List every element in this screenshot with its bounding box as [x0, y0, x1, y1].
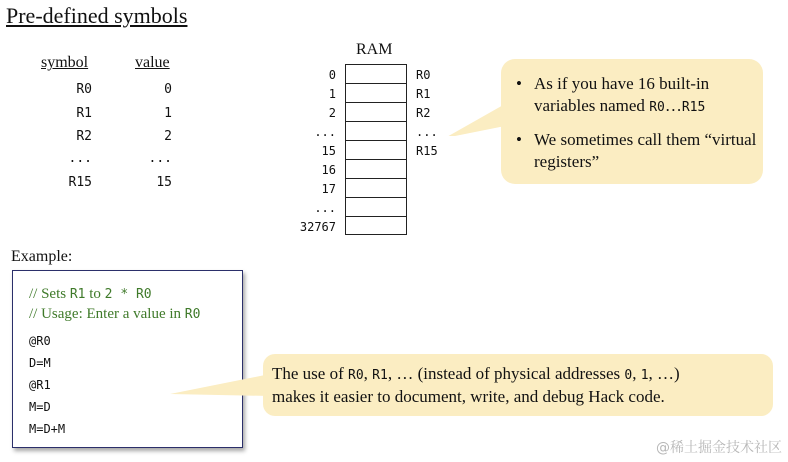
callout-text: ,: [632, 364, 641, 383]
bullet-text-main: As if you have 16 built-in variables named: [534, 74, 710, 115]
ram-register-name: ...: [416, 125, 438, 139]
value-cell: ...: [148, 151, 172, 166]
bullet-text: [534, 73, 764, 119]
inline-code: R0: [649, 100, 665, 115]
symbol-cell: ...: [68, 151, 92, 166]
ram-register-name: R2: [416, 106, 431, 120]
value-cell: 0: [164, 82, 172, 97]
ram-cell: [345, 83, 407, 102]
ram-label: RAM: [356, 41, 393, 58]
callout-text-line: makes it easier to document, write, and debug Hack code.: [272, 387, 665, 406]
value-cell: 15: [156, 175, 172, 190]
ram-cell: [345, 197, 407, 216]
bullet-marker: •: [516, 130, 522, 149]
ram-register-name: R0: [416, 68, 431, 82]
ram-address: 0: [328, 68, 336, 82]
code-line: M=D: [29, 400, 51, 414]
ram-memory-grid: [345, 64, 407, 235]
ram-address: ...: [314, 125, 336, 139]
bullet-marker: •: [516, 74, 522, 93]
code-comment: [29, 306, 200, 323]
value-cell: 2: [164, 129, 172, 144]
code-comment: [29, 286, 152, 303]
code-line: D=M: [29, 356, 51, 370]
ram-cell: [345, 121, 407, 140]
ram-cell: [345, 178, 407, 197]
comment-text: // Usage: Enter a value in: [29, 306, 185, 322]
ram-address: ...: [314, 201, 336, 215]
symbol-cell: R15: [68, 175, 92, 190]
ram-address: 16: [321, 163, 336, 177]
inline-code: R1: [69, 287, 86, 302]
comment-text: to: [85, 286, 105, 302]
ram-cell: [345, 159, 407, 178]
code-line: M=D+M: [29, 422, 66, 436]
ram-address: 2: [328, 106, 336, 120]
symbol-cell: R1: [76, 106, 92, 121]
code-line: @R1: [29, 378, 51, 392]
symbol-cell: R2: [76, 129, 92, 144]
ram-address: 15: [321, 144, 336, 158]
symbol-header: symbol: [41, 54, 89, 71]
value-cell: 1: [164, 106, 172, 121]
callout-text-line: [272, 364, 680, 384]
watermark: @稀土掘金技术社区: [656, 440, 782, 456]
ram-cell: [345, 216, 407, 235]
example-label: Example:: [11, 248, 73, 265]
bullet-text: We sometimes call them “virtual registers”: [534, 130, 757, 171]
ellipsis: …: [664, 96, 682, 115]
callout-text: , …): [648, 364, 680, 383]
inline-code: 0: [624, 368, 633, 383]
callout-tail: [445, 96, 505, 136]
ram-address: 32767: [299, 220, 336, 234]
ram-address: 1: [328, 87, 336, 101]
value-header: value: [135, 54, 170, 71]
ram-cell: [345, 140, 407, 159]
inline-code: R0: [348, 368, 364, 383]
inline-code: 1: [640, 368, 649, 383]
callout-text: The use of: [272, 364, 349, 383]
callout-tail: [170, 370, 270, 400]
inline-code: R0: [184, 307, 201, 322]
callout-text: ,: [363, 364, 373, 383]
ram-cell: [345, 102, 407, 121]
code-line: @R0: [29, 334, 51, 348]
inline-code: R1: [372, 368, 388, 383]
page-title: Pre-defined symbols: [6, 3, 188, 28]
inline-code: R15: [681, 100, 706, 115]
callout-text: , … (instead of physical addresses: [387, 364, 625, 383]
ram-register-name: R1: [416, 87, 431, 101]
ram-register-name: R15: [416, 144, 438, 158]
ram-cell: [345, 64, 407, 83]
ram-address: 17: [321, 182, 336, 196]
comment-text: // Sets: [29, 286, 70, 302]
symbol-cell: R0: [76, 82, 92, 97]
inline-code: 2 * R0: [104, 287, 152, 302]
